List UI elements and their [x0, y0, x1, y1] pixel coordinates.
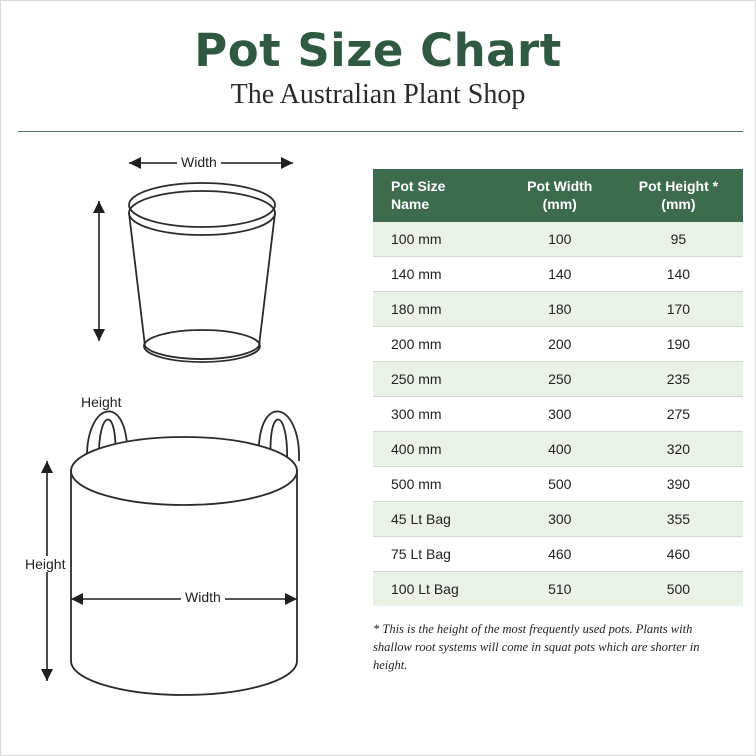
pot-and-bag-diagram	[9, 141, 365, 741]
table-row	[373, 397, 743, 432]
table-row	[373, 432, 743, 467]
cell-pot-height: 390	[614, 467, 743, 502]
table-footnote: * This is the height of the most frequently used pots. Plants with shallow root systems will come in squat pots which are shorter in height.	[373, 622, 700, 673]
bag-height-label: Height	[21, 556, 69, 572]
cell-pot-size-name: 180 mm	[373, 292, 506, 327]
plastic-pot-shape	[129, 183, 275, 362]
cell-pot-size-name: 200 mm	[373, 327, 506, 362]
pot-height-arrow	[93, 201, 105, 341]
cell-pot-width: 500	[506, 467, 614, 502]
cell-pot-width: 200	[506, 327, 614, 362]
cell-pot-height: 190	[614, 327, 743, 362]
cell-pot-width: 100	[506, 222, 614, 257]
table-body	[373, 222, 743, 606]
cell-pot-width: 400	[506, 432, 614, 467]
table-row	[373, 467, 743, 502]
cell-pot-size-name: 140 mm	[373, 257, 506, 292]
cell-pot-size-name: 100 mm	[373, 222, 506, 257]
table-row	[373, 502, 743, 537]
header-line: (mm)	[542, 195, 577, 212]
cell-pot-size-name: 300 mm	[373, 397, 506, 432]
header-divider	[13, 131, 743, 132]
table-row	[373, 292, 743, 327]
table-header-row	[373, 169, 743, 222]
page-header	[1, 1, 755, 111]
header-line: Pot Height *	[638, 178, 719, 194]
cell-pot-size-name: 250 mm	[373, 362, 506, 397]
table-row	[373, 362, 743, 397]
table-row	[373, 222, 743, 257]
column-header-pot-size-name	[373, 169, 506, 222]
cell-pot-width: 250	[506, 362, 614, 397]
pot-height-label: Height	[77, 394, 125, 410]
table-header	[373, 169, 743, 222]
cell-pot-width: 460	[506, 537, 614, 572]
cell-pot-size-name: 75 Lt Bag	[373, 537, 506, 572]
table-row	[373, 572, 743, 607]
cell-pot-width: 180	[506, 292, 614, 327]
pot-width-label: Width	[177, 154, 221, 170]
header-line: Name	[391, 195, 430, 212]
cell-pot-height: 140	[614, 257, 743, 292]
header-line: Pot Size	[391, 178, 446, 194]
cell-pot-size-name: 400 mm	[373, 432, 506, 467]
cell-pot-width: 140	[506, 257, 614, 292]
cell-pot-height: 170	[614, 292, 743, 327]
column-header-pot-height	[614, 169, 743, 222]
pot-size-table	[373, 169, 743, 606]
column-header-pot-width	[506, 169, 614, 222]
bag-width-label: Width	[181, 589, 225, 605]
table-row	[373, 537, 743, 572]
cell-pot-width: 300	[506, 397, 614, 432]
table-row	[373, 327, 743, 362]
header-line: (mm)	[661, 195, 696, 212]
grow-bag-shape	[71, 437, 297, 695]
cell-pot-height: 95	[614, 222, 743, 257]
cell-pot-size-name: 45 Lt Bag	[373, 502, 506, 537]
table-row	[373, 257, 743, 292]
cell-pot-width: 510	[548, 581, 572, 597]
cell-pot-height: 500	[666, 581, 691, 597]
cell-pot-height: 275	[614, 397, 743, 432]
cell-pot-height: 355	[614, 502, 743, 537]
cell-pot-size-name: 100 Lt Bag	[391, 581, 459, 597]
diagrams-column	[9, 141, 365, 741]
cell-pot-height: 460	[614, 537, 743, 572]
cell-pot-width: 300	[506, 502, 614, 537]
page-title: Pot Size Chart	[194, 24, 562, 77]
header-line: Pot Width	[527, 178, 593, 194]
cell-pot-height: 320	[614, 432, 743, 467]
size-table-column	[373, 169, 743, 674]
cell-pot-height: 235	[614, 362, 743, 397]
page-subtitle: The Australian Plant Shop	[230, 79, 526, 111]
cell-pot-size-name: 500 mm	[373, 467, 506, 502]
content-area	[1, 141, 755, 755]
